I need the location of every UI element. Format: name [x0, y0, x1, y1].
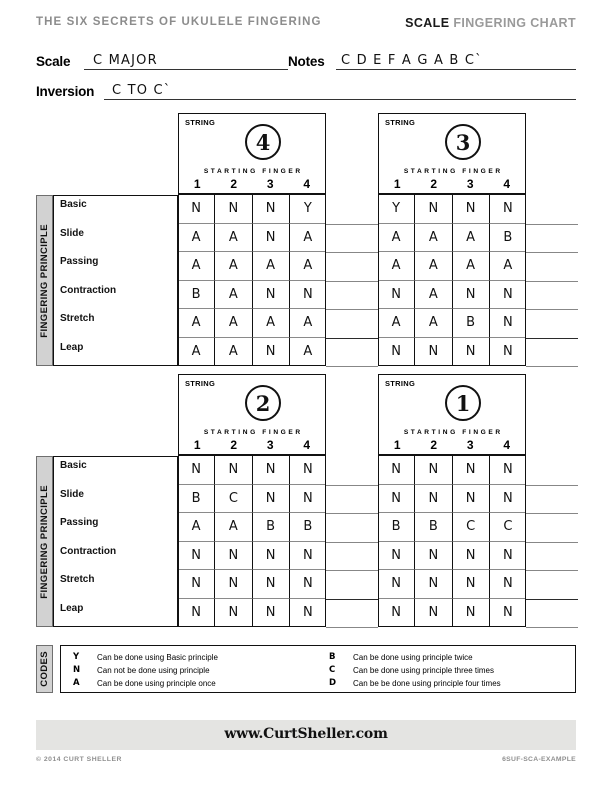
code-key-D: D [329, 678, 337, 688]
string-number-badge: 4 [245, 124, 281, 160]
grid-cell[interactable]: A [215, 224, 252, 253]
inversion-input-underline[interactable] [104, 81, 576, 100]
grid-cell[interactable]: B [415, 513, 452, 542]
connector-middle-0 [326, 224, 378, 225]
grid-cell[interactable]: A [178, 338, 215, 367]
grid-cell[interactable]: B [490, 224, 526, 253]
grid-cell[interactable]: N [215, 599, 252, 628]
principle-label-contraction: Contraction [60, 545, 117, 557]
principle-label-box [53, 195, 178, 366]
grid-cell[interactable]: N [253, 338, 290, 367]
grid-cell[interactable]: A [290, 309, 326, 338]
grid-cell[interactable]: B [178, 281, 215, 310]
connector-right-1 [526, 513, 578, 514]
connector-right-0 [526, 224, 578, 225]
grid-cell[interactable]: N [453, 570, 490, 599]
document-code: 6SUF-SCA-EXAMPLE [502, 756, 576, 763]
grid-cell[interactable]: A [215, 252, 252, 281]
grid-cell[interactable]: N [178, 570, 215, 599]
grid-row [378, 513, 526, 542]
principle-label-basic: Basic [60, 199, 87, 210]
grid-cell[interactable]: N [215, 195, 252, 224]
finger-number: 3 [466, 438, 474, 452]
string-word-label: STRING [185, 118, 216, 127]
grid-cell[interactable]: N [378, 542, 415, 571]
code-description-N: Can not be done using principle [97, 665, 210, 675]
document-title-light: FINGERING CHART [453, 16, 576, 30]
grid-row [178, 224, 326, 253]
finger-number: 3 [266, 177, 274, 191]
grid-row [378, 309, 526, 338]
scale-field-row [36, 48, 288, 72]
grid-cell[interactable]: N [378, 456, 415, 485]
string-grid-body [378, 456, 526, 627]
string-grid-header [178, 113, 326, 195]
grid-cell[interactable]: N [178, 599, 215, 628]
grid-cell[interactable]: B [178, 485, 215, 514]
grid-cell[interactable]: Y [378, 195, 415, 224]
grid-cell[interactable]: N [490, 542, 526, 571]
grid-cell[interactable]: N [490, 281, 526, 310]
finger-number: 2 [230, 177, 238, 191]
finger-number: 3 [466, 177, 474, 191]
grid-cell[interactable]: N [253, 485, 290, 514]
grid-row [378, 456, 526, 485]
grid-cell[interactable]: N [290, 542, 326, 571]
connector-middle-5 [326, 627, 378, 628]
grid-cell[interactable]: N [490, 485, 526, 514]
connector-middle-4 [326, 338, 378, 339]
string-number-badge: 2 [245, 385, 281, 421]
connector-right-3 [526, 309, 578, 310]
finger-number: 1 [393, 177, 401, 191]
code-key-B: B [329, 652, 336, 662]
code-key-N: N [73, 665, 81, 675]
starting-finger-label: STARTING FINGER [403, 429, 503, 436]
grid-cell[interactable]: N [378, 570, 415, 599]
grid-cell[interactable]: N [378, 281, 415, 310]
grid-cell[interactable]: N [415, 485, 452, 514]
footer-website-url[interactable]: www.CurtSheller.com [224, 726, 388, 742]
grid-row [178, 252, 326, 281]
connector-middle-2 [326, 281, 378, 282]
grid-cell[interactable]: N [453, 542, 490, 571]
starting-finger-numbers [379, 177, 525, 191]
grid-row [178, 309, 326, 338]
grid-row [178, 456, 326, 485]
grid-cell[interactable]: N [453, 195, 490, 224]
copyright-notice: © 2014 CURT SHELLER [36, 756, 122, 763]
grid-cell[interactable]: A [178, 252, 215, 281]
notes-field-row [288, 48, 576, 72]
starting-finger-numbers [179, 438, 325, 452]
grid-cell[interactable]: N [415, 542, 452, 571]
grid-cell[interactable]: N [253, 224, 290, 253]
notes-input-value[interactable]: C D E F A G A B C` [341, 53, 483, 68]
grid-row [178, 542, 326, 571]
principle-label-slide: Slide [60, 488, 84, 500]
grid-cell[interactable]: A [215, 309, 252, 338]
finger-number: 1 [193, 177, 201, 191]
string-word-label: STRING [385, 118, 416, 127]
principle-label-basic: Basic [60, 460, 87, 471]
grid-cell[interactable]: A [415, 252, 452, 281]
code-description-D: Can be be done using principle four times [353, 678, 501, 688]
grid-row [378, 599, 526, 628]
finger-number: 2 [230, 438, 238, 452]
code-description-C: Can be done using principle three times [353, 665, 494, 675]
document-subtitle: THE SIX SECRETS OF UKULELE FINGERING [36, 16, 322, 28]
finger-number: 4 [303, 177, 311, 191]
grid-cell[interactable]: N [253, 570, 290, 599]
grid-cell[interactable]: N [178, 542, 215, 571]
grid-cell[interactable]: N [415, 338, 452, 367]
grid-cell[interactable]: N [303, 605, 313, 621]
grid-row [378, 485, 526, 514]
fingering-section-top [0, 113, 612, 368]
principle-label-passing: Passing [60, 517, 99, 528]
starting-finger-numbers [379, 438, 525, 452]
connector-right-3 [526, 570, 578, 571]
string-number-badge: 3 [445, 124, 481, 160]
connector-right-1 [526, 252, 578, 253]
notes-label: Notes [288, 54, 325, 69]
grid-cell[interactable]: B [378, 513, 415, 542]
fingering-principle-tab [36, 195, 53, 366]
grid-cell[interactable]: N [415, 599, 452, 628]
grid-cell[interactable]: N [490, 309, 526, 338]
inversion-label: Inversion [36, 84, 95, 99]
finger-number: 4 [303, 438, 311, 452]
finger-number: 1 [393, 438, 401, 452]
connector-middle-2 [326, 542, 378, 543]
scale-label: Scale [36, 54, 71, 69]
grid-cell[interactable]: N [453, 456, 490, 485]
grid-cell[interactable]: N [490, 456, 526, 485]
grid-cell[interactable]: A [378, 309, 415, 338]
grid-row [378, 570, 526, 599]
grid-cell[interactable]: N [253, 456, 290, 485]
starting-finger-label: STARTING FINGER [203, 429, 303, 436]
grid-cell[interactable]: N [453, 599, 490, 628]
grid-cell[interactable]: N [378, 485, 415, 514]
grid-cell[interactable]: A [415, 224, 452, 253]
code-description-Y: Can be done using Basic principle [97, 652, 218, 662]
grid-cell[interactable]: A [378, 224, 415, 253]
principle-label-stretch: Stretch [60, 574, 95, 585]
grid-cell[interactable]: N [378, 599, 415, 628]
grid-row [178, 338, 326, 367]
starting-finger-numbers [179, 177, 325, 191]
inversion-field-row [36, 78, 576, 102]
grid-cell[interactable]: N [290, 485, 326, 514]
grid-cell[interactable]: A [415, 281, 452, 310]
principle-label-stretch: Stretch [60, 313, 95, 324]
string-grid-header [178, 374, 326, 456]
finger-number: 3 [266, 438, 274, 452]
grid-cell[interactable]: A [290, 252, 326, 281]
grid-cell[interactable]: N [215, 456, 252, 485]
connector-right-0 [526, 485, 578, 486]
grid-cell[interactable]: A [303, 344, 313, 360]
fingering-principle-tab [36, 456, 53, 627]
connector-right-2 [526, 542, 578, 543]
fingering-principle-tab-label: FINGERING PRINCIPLE [39, 484, 50, 599]
grid-cell[interactable]: Y [290, 195, 326, 224]
connector-middle-3 [326, 570, 378, 571]
finger-number: 4 [503, 177, 511, 191]
grid-cell[interactable]: N [503, 344, 513, 360]
page-header [36, 14, 576, 36]
grid-cell[interactable]: A [453, 224, 490, 253]
grid-cell[interactable]: N [215, 542, 252, 571]
string-grid-header [378, 374, 526, 456]
grid-row [378, 338, 526, 367]
finger-number: 2 [430, 177, 438, 191]
grid-cell[interactable]: N [453, 485, 490, 514]
grid-cell[interactable]: N [290, 570, 326, 599]
string-grid-header [378, 113, 526, 195]
grid-cell[interactable]: N [378, 338, 415, 367]
grid-row [178, 485, 326, 514]
connector-right-5 [526, 627, 578, 628]
principle-label-leap: Leap [60, 602, 84, 614]
codes-tab-label: CODES [39, 651, 50, 687]
code-key-Y: Y [73, 652, 80, 662]
grid-cell[interactable]: C [215, 485, 252, 514]
grid-row [378, 195, 526, 224]
grid-row [178, 570, 326, 599]
code-description-A: Can be done using principle once [97, 678, 216, 688]
grid-cell[interactable]: A [378, 252, 415, 281]
grid-cell[interactable]: A [253, 309, 290, 338]
grid-cell[interactable]: N [178, 456, 215, 485]
grid-cell[interactable]: N [490, 195, 526, 224]
connector-right-2 [526, 281, 578, 282]
code-key-A: A [73, 678, 80, 688]
grid-row [178, 513, 326, 542]
connector-right-5 [526, 366, 578, 367]
grid-cell[interactable]: A [215, 338, 252, 367]
grid-cell[interactable]: N [453, 338, 490, 367]
grid-row [378, 252, 526, 281]
grid-cell[interactable]: N [253, 281, 290, 310]
grid-cell[interactable]: N [453, 281, 490, 310]
string-word-label: STRING [385, 379, 416, 388]
connector-middle-3 [326, 309, 378, 310]
fingering-principle-tab-label: FINGERING PRINCIPLE [39, 223, 50, 338]
code-description-B: Can be done using principle twice [353, 652, 473, 662]
connector-middle-5 [326, 366, 378, 367]
grid-cell[interactable]: A [415, 309, 452, 338]
connector-right-4 [526, 338, 578, 339]
string-grid-body [178, 456, 326, 627]
grid-cell[interactable]: N [215, 570, 252, 599]
grid-cell[interactable]: C [490, 513, 526, 542]
finger-number: 4 [503, 438, 511, 452]
grid-cell[interactable]: N [253, 542, 290, 571]
connector-middle-0 [326, 485, 378, 486]
grid-cell[interactable]: N [253, 599, 290, 628]
string-grid-3 [378, 113, 526, 366]
grid-cell[interactable]: B [290, 513, 326, 542]
grid-cell[interactable]: A [490, 252, 526, 281]
string-grid-1 [378, 374, 526, 627]
grid-cell[interactable]: N [415, 570, 452, 599]
grid-row [378, 281, 526, 310]
grid-cell[interactable]: B [253, 513, 290, 542]
connector-right-4 [526, 599, 578, 600]
grid-row [178, 599, 326, 628]
string-word-label: STRING [185, 379, 216, 388]
grid-cell[interactable]: N [178, 195, 215, 224]
grid-cell[interactable]: A [178, 224, 215, 253]
document-title [405, 16, 576, 30]
grid-cell[interactable]: N [490, 570, 526, 599]
string-grid-body [378, 195, 526, 366]
starting-finger-label: STARTING FINGER [203, 168, 303, 175]
grid-row [378, 224, 526, 253]
code-key-C: C [329, 665, 336, 675]
string-grid-4 [178, 113, 326, 366]
principle-label-box [53, 456, 178, 627]
grid-cell[interactable]: A [178, 513, 215, 542]
connector-middle-4 [326, 599, 378, 600]
principle-label-slide: Slide [60, 227, 84, 239]
grid-cell[interactable]: A [178, 309, 215, 338]
grid-row [378, 542, 526, 571]
principle-label-contraction: Contraction [60, 284, 117, 296]
grid-cell[interactable]: A [215, 513, 252, 542]
document-title-strong: SCALE [405, 16, 450, 30]
connector-middle-1 [326, 513, 378, 514]
inversion-input-value[interactable]: C TO C` [112, 83, 172, 98]
string-grid-2 [178, 374, 326, 627]
grid-cell[interactable]: N [290, 456, 326, 485]
footer-bar [36, 720, 576, 750]
codes-legend-box [60, 645, 576, 693]
finger-number: 2 [430, 438, 438, 452]
starting-finger-label: STARTING FINGER [403, 168, 503, 175]
principle-label-leap: Leap [60, 341, 84, 353]
grid-cell[interactable]: N [290, 281, 326, 310]
grid-cell[interactable]: N [253, 195, 290, 224]
grid-cell[interactable]: A [253, 252, 290, 281]
grid-cell[interactable]: N [415, 456, 452, 485]
fingering-section-bottom [0, 374, 612, 629]
grid-cell[interactable]: N [415, 195, 452, 224]
scale-input-value[interactable]: C MAJOR [93, 53, 158, 68]
grid-row [178, 195, 326, 224]
grid-cell[interactable]: A [453, 252, 490, 281]
grid-row [178, 281, 326, 310]
grid-cell[interactable]: A [290, 224, 326, 253]
grid-cell[interactable]: B [453, 309, 490, 338]
finger-number: 1 [193, 438, 201, 452]
connector-middle-1 [326, 252, 378, 253]
grid-cell[interactable]: N [503, 605, 513, 621]
grid-cell[interactable]: A [215, 281, 252, 310]
string-number-badge: 1 [445, 385, 481, 421]
principle-label-passing: Passing [60, 256, 99, 267]
grid-cell[interactable]: C [453, 513, 490, 542]
codes-tab [36, 645, 53, 693]
string-grid-body [178, 195, 326, 366]
